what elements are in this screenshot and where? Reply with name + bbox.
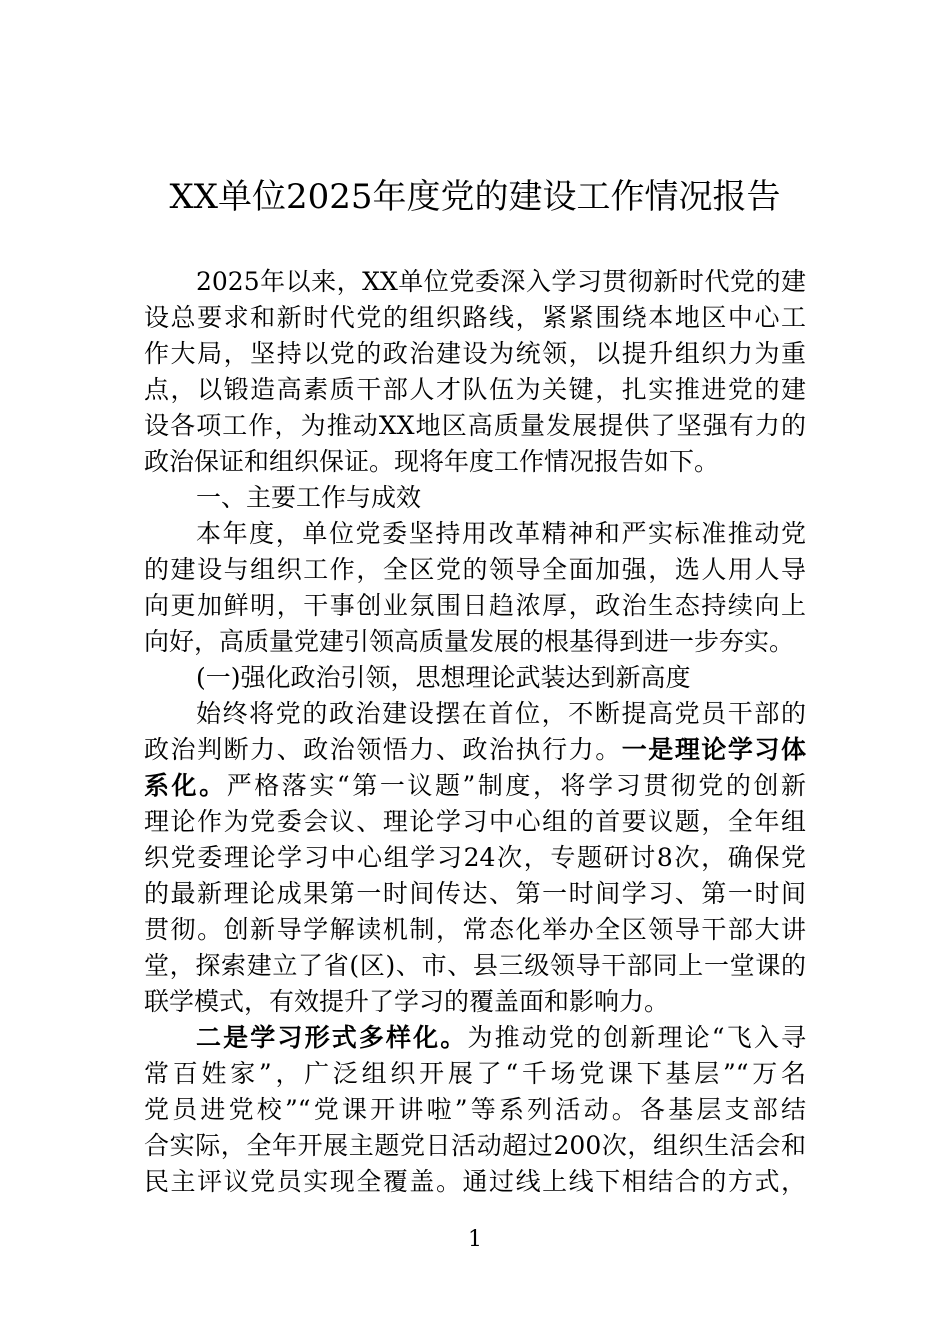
text-line [144, 876, 806, 912]
text-line [144, 984, 806, 1020]
text-run: 理论作为党委会议、理论学习中心组的首要议题，全年组 [144, 807, 806, 836]
text-line [144, 1056, 806, 1092]
page-number: 1 [468, 1227, 482, 1252]
text-run: 为推动党的创新理论“飞入寻 [467, 1023, 806, 1052]
text-run: 设各项工作，为推动XX地区高质量发展提供了坚强有力的 [144, 411, 806, 440]
text-run: 堂，探索建立了省(区)、市、县三级领导干部同上一堂课的 [144, 951, 806, 980]
text-run: 作大局，坚持以党的政治建设为统领，以提升组织力为重 [144, 339, 806, 368]
text-line [144, 480, 806, 516]
text-line [144, 912, 806, 948]
text-run: 向更加鲜明，干事创业氛围日趋浓厚，政治生态持续向上 [144, 591, 806, 620]
text-line [144, 804, 806, 840]
document-title: XX单位2025年度党的建设工作情况报告 [169, 177, 781, 217]
text-run: 的最新理论成果第一时间传达、第一时间学习、第一时间 [144, 879, 806, 908]
document-body [144, 264, 806, 1200]
bold-text: 一是理论学习体 [621, 735, 806, 764]
text-line [144, 732, 806, 768]
text-line [144, 1128, 806, 1164]
text-run: 向好，高质量党建引领高质量发展的根基得到进一步夯实。 [144, 627, 795, 656]
text-run: 一、主要工作与成效 [196, 483, 422, 512]
bold-text: 二是学习形式多样化。 [196, 1023, 468, 1052]
text-run: 的建设与组织工作，全区党的领导全面加强，选人用人导 [144, 555, 806, 584]
text-line [144, 840, 806, 876]
text-run: (一)强化政治引领，思想理论武装达到新高度 [196, 663, 691, 692]
text-line [144, 1092, 806, 1128]
text-line [144, 300, 806, 336]
text-run: 2025年以来，XX单位党委深入学习贯彻新时代党的建 [196, 267, 806, 296]
text-line [144, 1020, 806, 1056]
text-run: 织党委理论学习中心组学习24次，专题研讨8次，确保党 [144, 843, 806, 872]
text-line [144, 372, 806, 408]
text-line [144, 588, 806, 624]
text-line [144, 336, 806, 372]
text-run: 政治保证和组织保证。现将年度工作情况报告如下。 [144, 447, 720, 476]
text-run: 始终将党的政治建设摆在首位，不断提高党员干部的 [196, 699, 806, 728]
text-run: 合实际，全年开展主题党日活动超过200次，组织生活会和 [144, 1131, 806, 1160]
text-line [144, 660, 806, 696]
text-line [144, 444, 806, 480]
text-line [144, 516, 806, 552]
text-run: 点，以锻造高素质干部人才队伍为关键，扎实推进党的建 [144, 375, 806, 404]
text-run: 设总要求和新时代党的组织路线，紧紧围绕本地区中心工 [144, 303, 806, 332]
text-run: 严格落实“第一议题”制度，将学习贯彻党的创新 [226, 771, 806, 800]
text-run: 贯彻。创新导学解读机制，常态化举办全区领导干部大讲 [144, 915, 806, 944]
text-run: 党员进党校”“党课开讲啦”等系列活动。各基层支部结 [144, 1095, 806, 1124]
text-line [144, 696, 806, 732]
text-line [144, 408, 806, 444]
text-line [144, 768, 806, 804]
text-run: 本年度，单位党委坚持用改革精神和严实标准推动党 [196, 519, 806, 548]
text-run: 常百姓家”，广泛组织开展了“千场党课下基层”“万名 [144, 1059, 806, 1088]
text-run: 政治判断力、政治领悟力、政治执行力。 [144, 735, 622, 764]
text-line [144, 624, 806, 660]
text-line [144, 1164, 806, 1200]
text-line [144, 948, 806, 984]
text-run: 联学模式，有效提升了学习的覆盖面和影响力。 [144, 987, 670, 1016]
text-line [144, 264, 806, 300]
bold-text: 系化。 [144, 771, 227, 800]
text-line [144, 552, 806, 588]
text-run: 民主评议党员实现全覆盖。通过线上线下相结合的方式， [144, 1167, 806, 1196]
